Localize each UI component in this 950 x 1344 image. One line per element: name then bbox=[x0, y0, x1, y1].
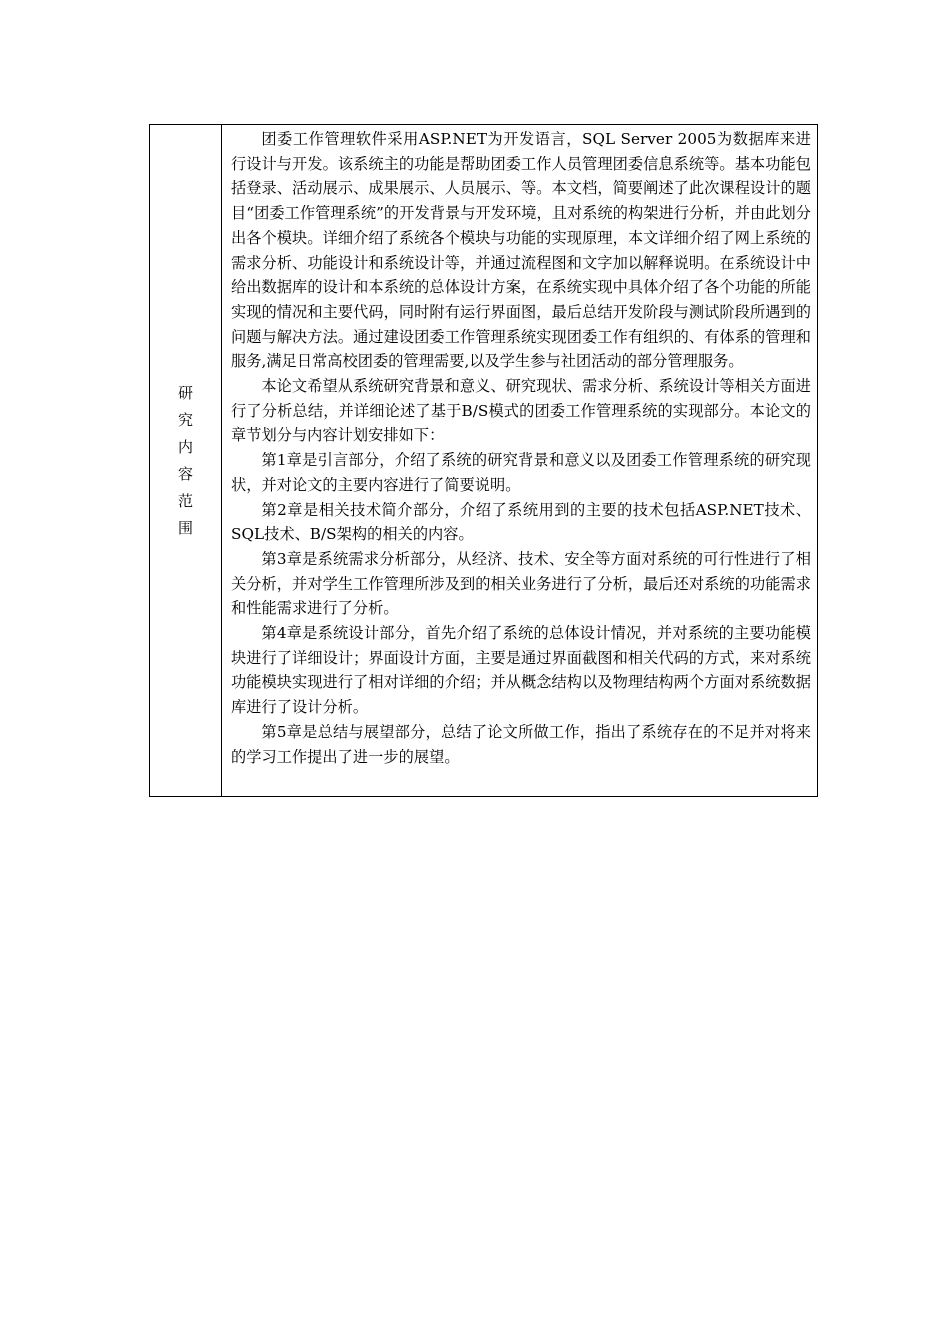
label-char: 范 bbox=[177, 491, 193, 510]
paragraph-chapter-4: 第4章是系统设计部分，首先介绍了系统的总体设计情况，并对系统的主要功能模块进行了详细设计；界面设计方面，主要是通过界面截图和相关代码的方式，来对系统功能模块实现进行了相对详细的介绍；并从概念结构以及物理结构两个方面对系统数据库进行了设计分析。 bbox=[231, 624, 811, 717]
label-char: 内 bbox=[177, 437, 193, 456]
paragraph-overview: 团委工作管理软件采用ASP.NET为开发语言，SQL Server 2005为数据库来进行设计与开发。该系统主的功能是帮助团委工作人员管理团委信息系统等。基本功能包括登录、活动展示、成果展示、人员展示、等。本文档，简要阐述了此次课程设计的题目“团委工作管理系统”的开发背景与开发环境，且对系统的构架进行分析，并由此划分出各个模块。详细介绍了系统各个模块与功能的实现原理，本文详细介绍了网上系统的需求分析、功能设计和系统设计等，并通过流程图和文字加以解释说明。在系统设计中给出数据库的设计和本系统的总体设计方案，在系统实现中具体介绍了各个功能的所能实现的情况和主要代码，同时附有运行界面图，最后总结开发阶段与测试阶段所遇到的问题与解决方法。通过建设团委工作管理系统实现团委工作有组织的、有体系的管理和服务,满足日常高校团委的管理需要,以及学生参与社团活动的部分管理服务。 bbox=[231, 130, 811, 371]
research-content-table bbox=[149, 124, 818, 797]
label-char: 研 bbox=[177, 383, 193, 402]
paragraph-chapter-2: 第2章是相关技术简介部分，介绍了系统用到的主要的技术包括ASP.NET技术、SQL技术、B/S架构的相关的内容。 bbox=[231, 500, 811, 544]
paragraph-chapter-5: 第5章是总结与展望部分，总结了论文所做工作，指出了系统存在的不足并对将来的学习工作提出了进一步的展望。 bbox=[231, 722, 811, 766]
label-char: 围 bbox=[177, 518, 193, 537]
label-char: 究 bbox=[177, 410, 193, 429]
label-char: 容 bbox=[177, 464, 193, 483]
paragraph-structure-intro: 本论文希望从系统研究背景和意义、研究现状、需求分析、系统设计等相关方面进行了分析总结，并详细论述了基于B/S模式的团委工作管理系统的实现部分。本论文的章节划分与内容计划安排如下： bbox=[231, 377, 811, 445]
paragraph-chapter-1: 第1章是引言部分，介绍了系统的研究背景和意义以及团委工作管理系统的研究现状，并对论文的主要内容进行了简要说明。 bbox=[231, 451, 811, 494]
row-label-research-scope bbox=[178, 380, 193, 542]
content-cell bbox=[222, 125, 817, 796]
paragraph-chapter-3: 第3章是系统需求分析部分，从经济、技术、安全等方面对系统的可行性进行了相关分析，并对学生工作管理所涉及到的相关业务进行了分析，最后还对系统的功能需求和性能需求进行了分析。 bbox=[231, 549, 811, 618]
row-label-cell bbox=[150, 125, 222, 796]
